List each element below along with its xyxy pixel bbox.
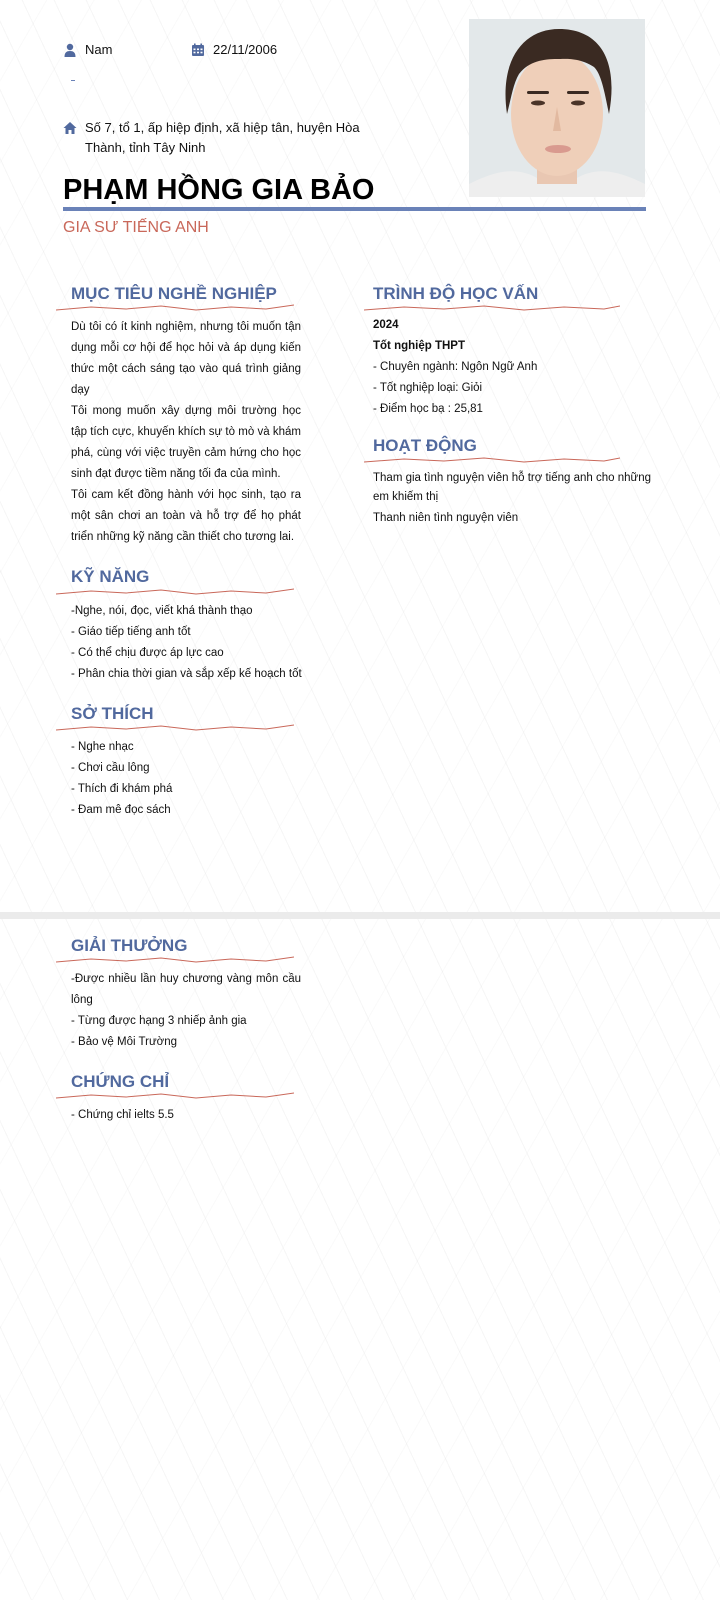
skill-item: - Phân chia thời gian và sắp xếp kế hoạch tốt <box>71 668 302 680</box>
skills-squiggle <box>56 585 294 597</box>
awards-squiggle <box>56 953 294 965</box>
birthdate-row <box>191 42 277 57</box>
calendar-icon <box>191 43 205 57</box>
certificates-squiggle <box>56 1089 294 1101</box>
skill-item: - Có thể chịu được áp lực cao <box>71 647 224 659</box>
education-block <box>373 315 653 420</box>
profile-photo <box>469 19 645 197</box>
certificates-heading: CHỨNG CHỈ <box>71 1072 170 1091</box>
certificates-list <box>71 1105 301 1126</box>
gender-value: Nam <box>85 42 113 57</box>
address-value: Số 7, tổ 1, ấp hiệp định, xã hiệp tân, huyện Hòa Thành, tỉnh Tây Ninh <box>85 120 360 155</box>
home-icon <box>63 121 77 135</box>
activities-heading: HOẠT ĐỘNG <box>373 436 477 455</box>
objective-paragraph: Tôi cam kết đồng hành với học sinh, tạo ra một sân chơi an toàn và hỗ trợ để họ phát triển những kỹ năng cần thiết cho tương lai. <box>71 489 301 543</box>
birthdate-value: 22/11/2006 <box>213 42 278 57</box>
decorative-dash <box>71 80 75 81</box>
education-heading: TRÌNH ĐỘ HỌC VẤN <box>373 284 539 303</box>
hobbies-squiggle <box>56 721 294 733</box>
page-separator <box>0 912 720 919</box>
skills-heading: KỸ NĂNG <box>71 567 150 586</box>
skill-item: - Giáo tiếp tiếng anh tốt <box>71 626 191 638</box>
header-divider <box>63 207 646 211</box>
education-item: - Tốt nghiệp loại: Giỏi <box>373 382 483 394</box>
objective-heading: MỤC TIÊU NGHỀ NGHIỆP <box>71 284 277 303</box>
hobbies-list <box>71 737 301 821</box>
cv-page-2 <box>0 919 720 1600</box>
education-item: - Chuyên ngành: Ngôn Ngữ Anh <box>373 361 538 373</box>
skill-item: -Nghe, nói, đọc, viết khá thành thạo <box>71 605 253 617</box>
activity-item: Thanh niên tình nguyện viên <box>373 512 519 524</box>
award-item: - Bảo vệ Môi Trường <box>71 1036 177 1048</box>
hobby-item: - Thích đi khám phá <box>71 783 173 795</box>
activities-squiggle <box>364 453 620 465</box>
full-name: PHẠM HỒNG GIA BẢO <box>63 174 375 206</box>
address-row <box>63 118 363 158</box>
hobbies-heading: SỞ THÍCH <box>71 704 154 723</box>
education-degree: Tốt nghiệp THPT <box>373 340 465 352</box>
hobby-item: - Chơi cầu lông <box>71 762 150 774</box>
hobby-item: - Đam mê đọc sách <box>71 804 171 816</box>
activities-list <box>373 469 651 528</box>
award-item: - Từng được hạng 3 nhiếp ảnh gia <box>71 1015 247 1027</box>
objective-paragraph: Dù tôi có ít kinh nghiệm, nhưng tôi muốn tận dụng mỗi cơ hội để học hỏi và áp dụng kiến thức một cách sáng tạo vào quá trình giảng dạy <box>71 321 301 396</box>
education-item: - Điểm học bạ : 25,81 <box>373 403 483 415</box>
hobby-item: - Nghe nhạc <box>71 741 134 753</box>
awards-list <box>71 969 301 1053</box>
certificate-item: - Chứng chỉ ielts 5.5 <box>71 1109 174 1121</box>
gender-row <box>63 42 112 57</box>
skills-list <box>71 601 311 685</box>
objective-text <box>71 317 301 548</box>
education-year: 2024 <box>373 319 399 331</box>
awards-heading: GIẢI THƯỞNG <box>71 936 188 955</box>
job-title: GIA SƯ TIẾNG ANH <box>63 219 209 236</box>
award-item: -Được nhiều lần huy chương vàng môn cầu lông <box>71 973 301 1006</box>
activity-item: Tham gia tình nguyện viên hỗ trợ tiếng anh cho những em khiếm thị <box>373 472 652 503</box>
education-squiggle <box>364 301 620 313</box>
objective-squiggle <box>56 301 294 313</box>
objective-paragraph: Tôi mong muốn xây dựng môi trường học tập tích cực, khuyến khích sự tò mò và khám phá, cùng với việc truyền cảm hứng cho học sinh đạt được tiềm năng tối đa của mình. <box>71 405 301 480</box>
user-icon <box>63 43 77 57</box>
